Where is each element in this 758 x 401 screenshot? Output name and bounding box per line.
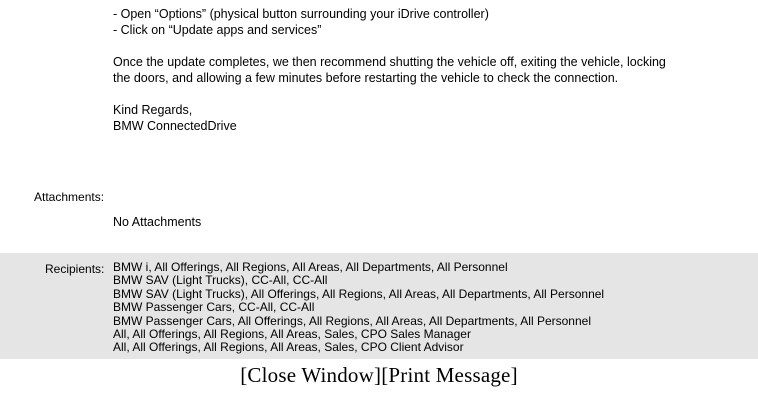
close-window-link[interactable]: [Close Window] (240, 363, 382, 387)
paragraph-line-2: the doors, and allowing a few minutes before restarting the vehicle to check the connection. (113, 71, 619, 85)
print-message-link[interactable]: [Print Message] (381, 363, 518, 387)
list-item: BMW SAV (Light Trucks), All Offerings, All Regions, All Areas, All Departments, All Personnel (113, 286, 605, 301)
recipients-list (113, 261, 604, 355)
list-item: BMW i, All Offerings, All Regions, All Areas, All Departments, All Personnel (113, 260, 508, 274)
instruction-line-1: - Open “Options” (physical button surrounding your iDrive controller) (113, 7, 489, 21)
attachments-label: Attachments: (34, 190, 105, 204)
body-spacer-2 (113, 86, 733, 102)
attachments-value: No Attachments (113, 215, 202, 229)
list-item: All, All Offerings, All Regions, All Areas, Sales, CPO Client Advisor (113, 340, 464, 355)
list-item: All, All Offerings, All Regions, All Areas, Sales, CPO Sales Manager (113, 327, 471, 342)
list-item: BMW Passenger Cars, All Offerings, All Regions, All Areas, All Departments, All Personnel (113, 313, 591, 328)
body-spacer-1 (113, 38, 733, 54)
signoff-line-2: BMW ConnectedDrive (113, 119, 237, 133)
footer-actions (0, 363, 758, 388)
recipients-label: Recipients: (45, 262, 105, 276)
message-body (113, 6, 733, 134)
list-item: BMW SAV (Light Trucks), CC-All, CC-All (113, 273, 328, 288)
instruction-line-2: - Click on “Update apps and services” (113, 23, 322, 37)
paragraph-line-1: Once the update completes, we then recommend shutting the vehicle off, exiting the vehicle, locking (113, 55, 666, 69)
signoff-line-1: Kind Regards, (113, 103, 193, 117)
list-item: BMW Passenger Cars, CC-All, CC-All (113, 300, 315, 315)
